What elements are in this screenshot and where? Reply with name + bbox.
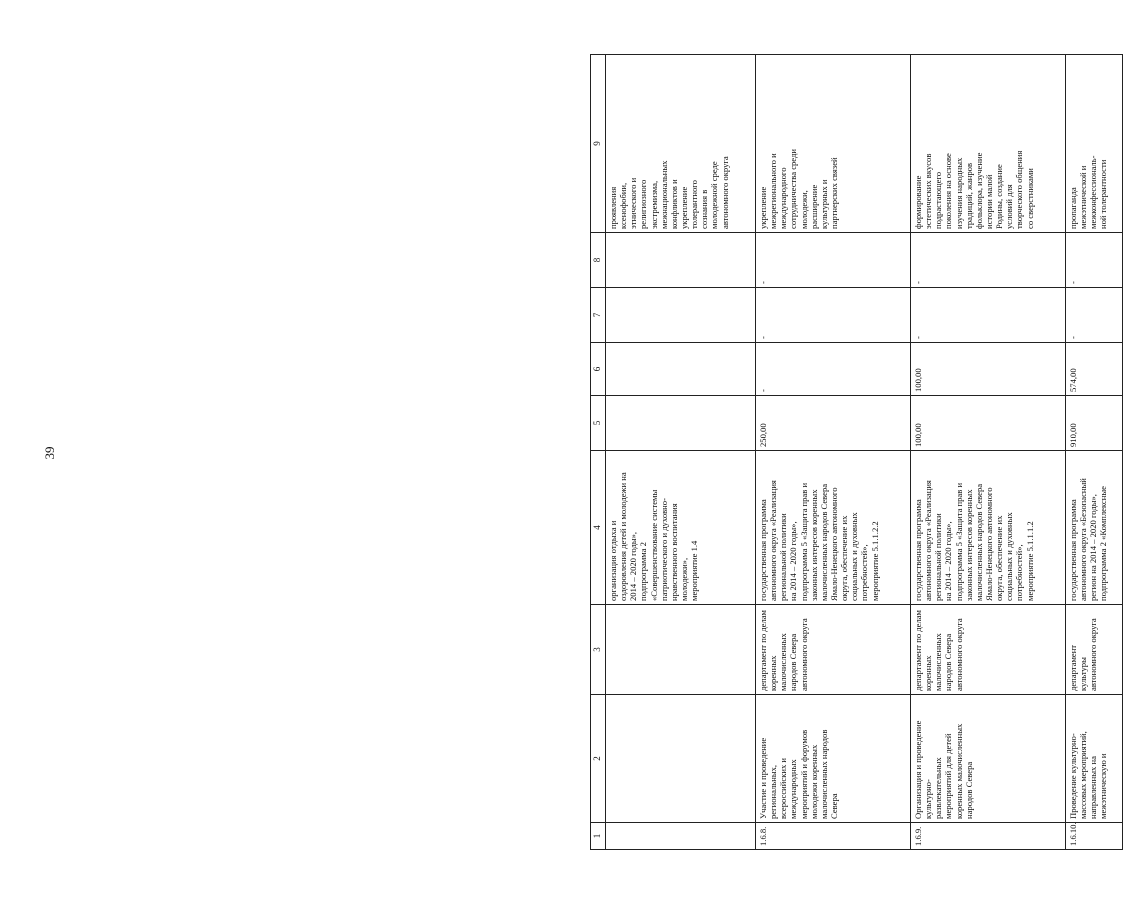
funding-value: 574,00: [1066, 343, 1123, 396]
column-number: 4: [591, 451, 606, 605]
measure-name: Участие и проведение региональных, всероссийских и международных мероприятий и форумов молодежи коренных малочисленных народов Севера: [756, 695, 911, 823]
program-reference: государственная программа автономного округа «Реализация региональной политики на 2014 – 2020 годы», подпрограмма 5 «Защита прав и законных интересов коренных малочисленных народов Севера Ямало-Ненецкого автономного округа, обеспечение их социальных и духовных потребностей», мероприятие 5.1.1.1.2: [911, 451, 1066, 605]
executor: департамент по делам коренных малочисленных народов Севера автономного округа: [756, 605, 911, 695]
expected-result: пропаганда межэтнической и межконфессиональ- ной толерантности: [1066, 55, 1123, 233]
table-row: [1066, 55, 1123, 850]
funding-value: [606, 396, 756, 451]
column-number: 6: [591, 343, 606, 396]
column-number: 3: [591, 605, 606, 695]
funding-value: 100,00: [911, 396, 1066, 451]
table-row: [606, 55, 756, 850]
funding-value: 910,00: [1066, 396, 1123, 451]
expected-result: укрепление межрегионального и международного сотрудничества среди молодежи, расширение культурных и партнерских связей: [756, 55, 911, 233]
expected-result: проявления ксенофобии, этнического и религиозного экстремизма, межнациональных конфликтов и укрепление толерантного сознания в молодежной среде автономного округа: [606, 55, 756, 233]
funding-value: -: [756, 288, 911, 343]
funding-value: -: [756, 343, 911, 396]
program-reference: организация отдыха и оздоровления детей и молодежи на 2014 – 2020 годы», подпрограмма 2 «Совершенствование системы патриотического и духовно- нравственного воспитания молодежи», мероприятие 1.4: [606, 451, 756, 605]
funding-value: [606, 343, 756, 396]
funding-value: -: [1066, 288, 1123, 343]
funding-value: 250,00: [756, 396, 911, 451]
column-number-header-row: [591, 55, 606, 850]
table-row: [911, 55, 1066, 850]
funding-value: -: [756, 233, 911, 288]
funding-value: -: [911, 288, 1066, 343]
funding-value: 100,00: [911, 343, 1066, 396]
measure-name: [606, 695, 756, 823]
column-number: 9: [591, 55, 606, 233]
rotated-table-stage: [590, 55, 1110, 850]
column-number: 8: [591, 233, 606, 288]
page-number: 39: [42, 446, 57, 460]
measure-name: Проведение культурно- массовых мероприятий, направленных на межэтническую и: [1066, 695, 1123, 823]
program-reference: государственная программа автономного округа «Реализация региональной политики на 2014 – 2020 годы», подпрограмма 5 «Защита прав и законных интересов коренных малочисленных народов Севера Ямало-Ненецкого автономного округа, обеспечение их социальных и духовных потребностей», мероприятие 5.1.1.2.2: [756, 451, 911, 605]
table-row: [756, 55, 911, 850]
program-reference: государственная программа автономного округа «Безопасный регион на 2014 – 2020 годы», подпрограмма 2 «Комплексные: [1066, 451, 1123, 605]
expected-result: формирование эстетических вкусов подрастающего поколения на основе изучения народных традиций, жанров фольклора, изучение истории малой Родины, создание условий для творческого общения со сверстниками: [911, 55, 1066, 233]
item-number: 1.6.9.: [911, 823, 1066, 850]
column-number: 1: [591, 823, 606, 850]
column-number: 7: [591, 288, 606, 343]
column-number: 5: [591, 396, 606, 451]
measures-table: [590, 54, 1123, 850]
measure-name: Организация и проведение культурно- развлекательных мероприятий для детей коренных малочисленных народов Севера: [911, 695, 1066, 823]
column-number: 2: [591, 695, 606, 823]
item-number: [606, 823, 756, 850]
item-number: 1.6.8.: [756, 823, 911, 850]
funding-value: [606, 288, 756, 343]
executor: департамент культуры автономного округа: [1066, 605, 1123, 695]
funding-value: -: [911, 233, 1066, 288]
funding-value: -: [1066, 233, 1123, 288]
funding-value: [606, 233, 756, 288]
executor: [606, 605, 756, 695]
item-number: 1.6.10.: [1066, 823, 1123, 850]
executor: департамент по делам коренных малочисленных народов Севера автономного округа: [911, 605, 1066, 695]
